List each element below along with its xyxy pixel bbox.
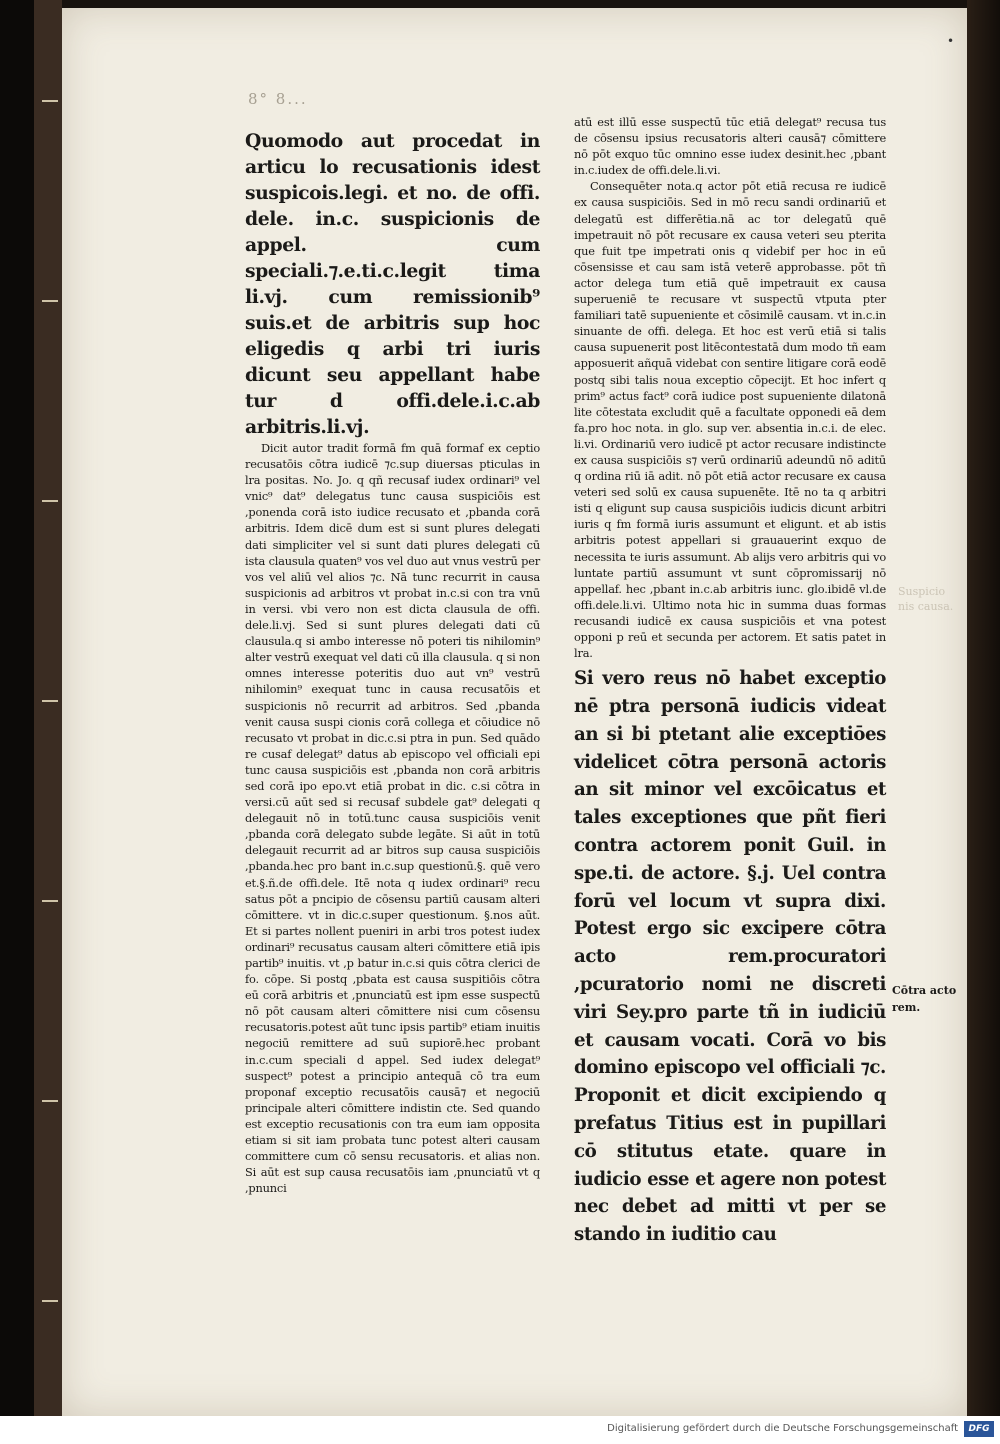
faded-margin-note: Suspicio nis causa. [898,585,954,613]
ruler-tick [42,1300,58,1302]
book-edge [967,0,1000,1444]
commentary-text: Dicit autor tradit formā fm quā formaf ex ceptio recusatōis cōtra iudicē ⁊c.sup diuersas pticulas in lra positas. No. Jo. q qñ recusaf iudex ordinari⁹ vel vnic⁹ dat⁹ delegatus tunc causa suspiciōis est ,ponenda corā isto iudice recusato et ,pbanda corā arbitris. Idem dicē dum est si sunt plures delegati dati simpliciter vel si sunt dati plures delegati cū ista clausula quaten⁹ vos vel duo aut vnus vestrū per vos vel aliū vel alios ⁊c. Nā tunc recurrit in causa suspicionis ad arbitros vt probat in.c.si con tra vnū in versi. vbi vero non est dicta clausula de offi. dele.li.vj. Sed si sunt plures delegati dati cū clausula.q si ambo interesse nō poteri tis nihilomin⁹ alter vestrū exequat vel dati cū illa clausula. q si non omnes interesse poteritis duo aut vn⁹ vestrū nihilomin⁹ exequat tunc in causa recusatōis et suspicionis nō recurrit ad arbitros. Sed ,pbanda venit causa suspi cionis corā collega et cōiudice nō recusato vt probat in dic.c.si ptra in pun. Sed quādo re cusaf delegat⁹ datus ab episcopo vel officiali epi tunc causa suspiciōis est ,pbanda non corā arbitris sed corā ipo epo.vt etiā probat in dic. c.si cōtra in versi.cū aūt sed si recusaf subdele gat⁹ delegati q delegauit nō in totū.tunc causa suspiciōis venit ,pbanda corā delegato subde legāte. Si aūt in totū delegauit recurrit ad ar bitros sup causa suspiciōis ,pbanda.hec pro bant in.c.sup questionū.§. quē vero et.§.ñ.de offi.dele. Itē nota q iudex ordinari⁹ recu satus pōt a pncipio de cōsensu partiū causam alteri cōmittere. vt in dic.c.super questionum. §.nos aūt. Et si partes nollent pueniri in arbi tros potest iudex ordinari⁹ recusatus causam alteri cōmittere etiā ipis partib⁹ inuitis. vt ,p batur in.c.si quis cōtra clerici de fo. cōpe. Si postq ,pbata est causa suspitiōis cōtra eū corā arbitris et ,pnunciatū est ipm esse suspectū nō pōt causam alteri cōmittere nisi cum cōsensu recusatoris.potest aūt tunc ipsis partib⁹ etiam inuitis negociū remittere ad suū supiorē.hec probant in.c.cum speciali d appel. Sed iudex delegat⁹ suspect⁹ potest a principio antequā cō tra eum proponaf exceptio recusatōis causā⁊ et negociū principale alteri cōmittere indistin cte. Sed quando est exceptio recusationis con tra eum iam opposita etiam si sit iam probata tunc potest alteri causam committere cum cō sensu recusatoris. et alias non. Si aūt est sup causa recusatōis iam ,pnunciatū vt q ,pnunci [245,441,540,1196]
ruler-tick [42,1100,58,1102]
ruler-tick [42,900,58,902]
corner-mark: • [947,34,955,48]
ruler-tick [42,300,58,302]
section-heading: Quomodo aut procedat in articu lo recusationis idest suspicois.legi. et no. de offi. dele. in.c. suspicionis de appel. cum speciali.⁊.e.ti.c.legit tima li.vj. cum remissionib⁹ suis.et de arbitris sup hoc eligedis q arbi tri iuris dicunt seu appellant habe tur d offi.dele.i.c.ab arbitris.li.vj. [245,130,540,438]
scanner-ruler [0,0,62,1444]
right-text-column [574,114,886,1249]
ruler-tick [42,500,58,502]
left-text-column [245,128,540,1196]
funding-credit: Digitalisierung gefördert durch die Deutsche Forschungsgemeinschaft [607,1423,958,1434]
shelfmark: 8° 8... [248,90,308,108]
commentary-continuation: atū est illū esse suspectū tūc etiā delegat⁹ recusa tus de cōsensu ipsius recusatoris alteri causā⁊ cōmittere nō pōt exquo tūc omnino esse iudex desinit.hec ,pbant in.c.iudex de offi.dele.li.vi. [574,115,886,178]
margin-note-contra-actorem: Cōtra acto rem. [892,984,957,1014]
main-text: Si vero reus nō habet exceptio nē ptra personā iudicis videat an si bi ptetant alie exceptiōes videlicet cōtra personā actoris an sit minor vel excōicatus et tales exceptiones que pñt fieri contra actorem ponit Guil. in spe.ti. de actore. §.j. Uel contra forū vel locum vt supra dixi. Potest ergo sic excipere cōtra acto rem.procuratori ,pcuratorio nomi ne discreti viri Sey.pro parte tñ in iudiciū et causam vocati. Corā vo bis domino episcopo vel officiali ⁊c. Proponit et dicit excipiendo q prefatus Titius est in pupillari cō stitutus etate. quare in iudicio esse et agere non potest nec debet ad mitti vt per se stando in iuditio cau [574,668,886,1246]
ruler-tick [42,100,58,102]
ruler-tick [42,700,58,702]
commentary-text: Consequēter nota.q actor pōt etiā recusa re iudicē ex causa suspiciōis. Sed in mō recu sandi ordinariū et delegatū est differētia.nā ac tor delegatū quē impetrauit nō pōt recusare ex causa veteri seu pterita que fuit tpe impetrati onis q videbif per hoc in eū cōsensisse et cau sam istā veterē approbasse. pōt tñ actor delega tum etiā quē impetrauit ex causa superueniē te recusare vt suspectū vtputa pter familiari tatē supueniente et cōsimilē causam. vt in.c.in sinuante de offi. delega. Et hoc est verū etiā si talis causa supuenerit post litēcontestatā dum modo tñ eam apposuerit añquā videbat con sentire litigare corā eodē postq sibi talis noua exceptio cōpecijt. Et hoc infert q prim⁹ actus fact⁹ corā iudice post supueniente dilatonā lite cōtestata excludit quē a facultate opponedi eā dem fa.pro hoc nota. in glo. sup ver. absentia in.c.i. de elec. li.vi. Ordinariū vero iudicē pt actor recusare indistincte ex causa suspiciōis s⁊ verū ordinariū adeundū nō aditū q ordina riū iā adit. nō pōt etiā actor recusare ex causa veteri sed solū ex causa supuenēte. Itē no ta q arbitri isti q eligunt sup causa suspiciōis iudicis dicunt arbitri iuris q fm formā iuris assumunt et eligunt. et ab istis arbitris potest appellari si grauauerint exquo de necessita te iuris assumunt. Ab alijs vero arbitris qui vo luntate partiū assumunt vt sunt cōpromissarij nō appellaf. hec ,pbant in.c.ab arbitris iunc. glo.ibidē vl.de offi.dele.li.vi. Ultimo nota hic in summa duas formas recusandi iudicē ex causa suspiciōis et vna potest opponi p reū et secunda per actorem. Et satis patet in lra. [574,179,886,661]
footer-bar [0,1416,1000,1444]
dfg-logo: DFG [964,1421,994,1437]
